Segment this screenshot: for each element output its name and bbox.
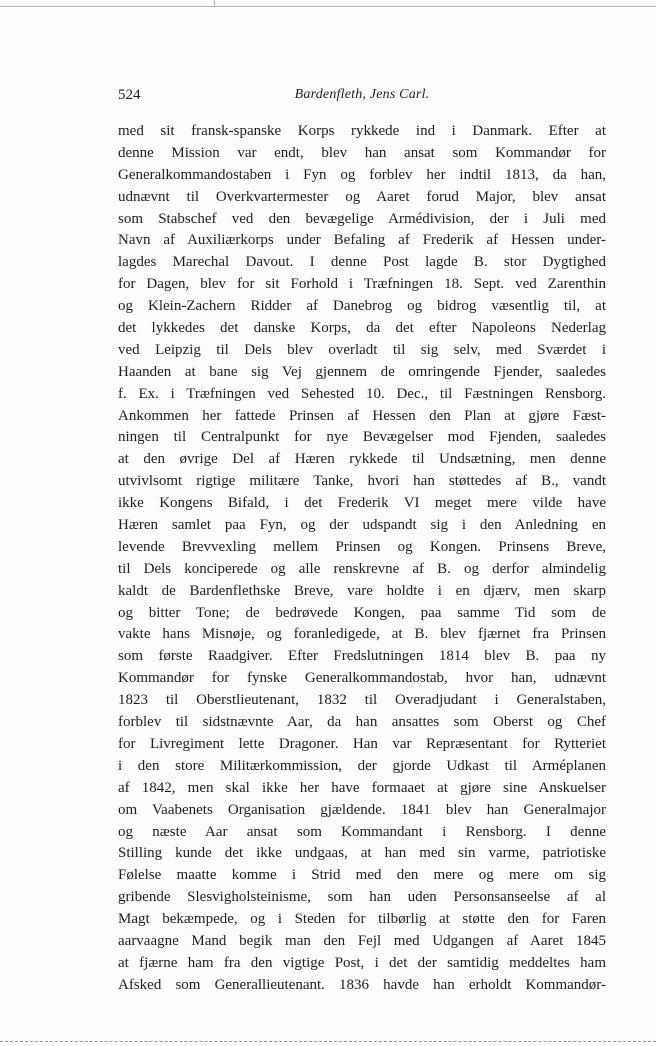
text-line: at den øvrige Del af Hæren rykkede til Undsætning, men denne	[118, 451, 606, 468]
text-line: og bitter Tone; de bedrøvede Kongen, paa samme Tid som de	[118, 604, 606, 621]
text-line: for Dagen, blev for sit Forhold i Træfningen 18. Sept. ved Zarenthin	[118, 276, 606, 293]
text-line: gribende Slesvigholsteinisme, som han uden Personsanseelse af al	[118, 889, 606, 906]
text-line: som Stabschef ved den bevægelige Armédivision, der i Juli med	[118, 210, 606, 227]
text-line: udnævnt til Overkvartermester og Aaret forud Major, blev ansat	[118, 188, 606, 205]
text-line: utvivlsomt rigtige militære Tanke, hvori han støttedes af B., vandt	[118, 473, 606, 490]
text-line: levende Brevvexling mellem Prinsen og Kongen. Prinsens Breve,	[118, 538, 606, 555]
running-title: Bardenfleth, Jens Carl.	[294, 87, 430, 102]
text-line: og Klein-Zachern Ridder af Danebrog og bidrog væsentlig til, at	[118, 298, 606, 315]
page-number: 524	[118, 87, 141, 103]
text-line: Ankommen her fattede Prinsen af Hessen den Plan at gjøre Fæst-	[118, 407, 606, 424]
text-line: Afsked som Generallieutenant. 1836 havde han erholdt Kommandør-	[118, 976, 606, 993]
top-border-tick	[214, 0, 215, 7]
text-line: lagdes Marechal Davout. I denne Post lagde B. stor Dygtighed	[118, 254, 606, 271]
text-line: Haanden at bane sig Vej gjennem de omringende Fjender, saaledes	[118, 363, 606, 380]
text-line: til Dels konciperede og alle renskrevne af B. og derfor almindelig	[118, 560, 606, 577]
text-line: forblev til sidstnævnte Aar, da han ansattes som Oberst og Chef	[118, 714, 606, 731]
text-line: Generalkommandostaben i Fyn og forblev her indtil 1813, da han,	[118, 166, 606, 183]
bottom-border-line	[0, 1041, 656, 1042]
text-line: denne Mission var endt, blev han ansat som Kommandør for	[118, 144, 606, 161]
text-line: f. Ex. i Træfningen ved Sehested 10. Dec., til Fæstningen Rensborg.	[118, 385, 606, 402]
body-text	[118, 121, 606, 997]
text-line: vakte hans Misnøje, og foranledigede, at B. blev fjærnet fra Prinsen	[118, 626, 606, 643]
text-line: Stilling kunde det ikke undgaas, at han med sin varme, patriotiske	[118, 845, 606, 862]
text-line: Kommandør for fynske Generalkommandostab, hvor han, udnævnt	[118, 670, 606, 687]
text-line: det lykkedes det danske Korps, da det efter Napoleons Nederlag	[118, 320, 606, 337]
text-line: kaldt de Bardenflethske Breve, vare holdte i en djærv, men skarp	[118, 582, 606, 599]
text-line: for Livregiment lette Dragoner. Han var Repræsentant for Rytteriet	[118, 735, 606, 752]
text-line: af 1842, men skal ikke her have formaaet at gjøre sine Anskuelser	[118, 779, 606, 796]
text-line: og næste Aar ansat som Kommandant i Rensborg. I denne	[118, 823, 606, 840]
top-border-line	[0, 6, 656, 7]
text-line: om Vaabenets Organisation gjældende. 1841 blev han Generalmajor	[118, 801, 606, 818]
text-line: med sit fransk-spanske Korps rykkede ind i Danmark. Efter at	[118, 123, 606, 139]
text-line: Magt bekæmpede, og i Steden for tilbørlig at støtte den for Faren	[118, 911, 606, 928]
text-line: 1823 til Oberstlieutenant, 1832 til Overadjudant i Generalstaben,	[118, 692, 606, 709]
text-line: Følelse maatte komme i Strid med den mere og mere om sig	[118, 867, 606, 884]
text-line: ikke Kongens Bifald, i det Frederik VI meget mere vilde have	[118, 495, 606, 512]
page-header	[118, 87, 606, 109]
text-line: at fjærne ham fra den vigtige Post, i det der samtidig meddeltes ham	[118, 954, 606, 971]
text-line: aarvaagne Mand begik man den Fejl med Udgangen af Aaret 1845	[118, 932, 606, 949]
text-line: som første Raadgiver. Efter Fredslutningen 1814 blev B. paa ny	[118, 648, 606, 665]
text-line: ningen til Centralpunkt for nye Bevægelser mod Fjenden, saaledes	[118, 429, 606, 446]
text-line: ved Leipzig til Dels blev overladt til sig selv, med Sværdet i	[118, 341, 606, 358]
text-line: i den store Militærkommission, der gjorde Udkast til Arméplanen	[118, 757, 606, 774]
text-line: Navn af Auxiliærkorps under Befaling af Frederik af Hessen under-	[118, 232, 606, 249]
text-line: Hæren samlet paa Fyn, og der udspandt sig i den Anledning en	[118, 517, 606, 534]
